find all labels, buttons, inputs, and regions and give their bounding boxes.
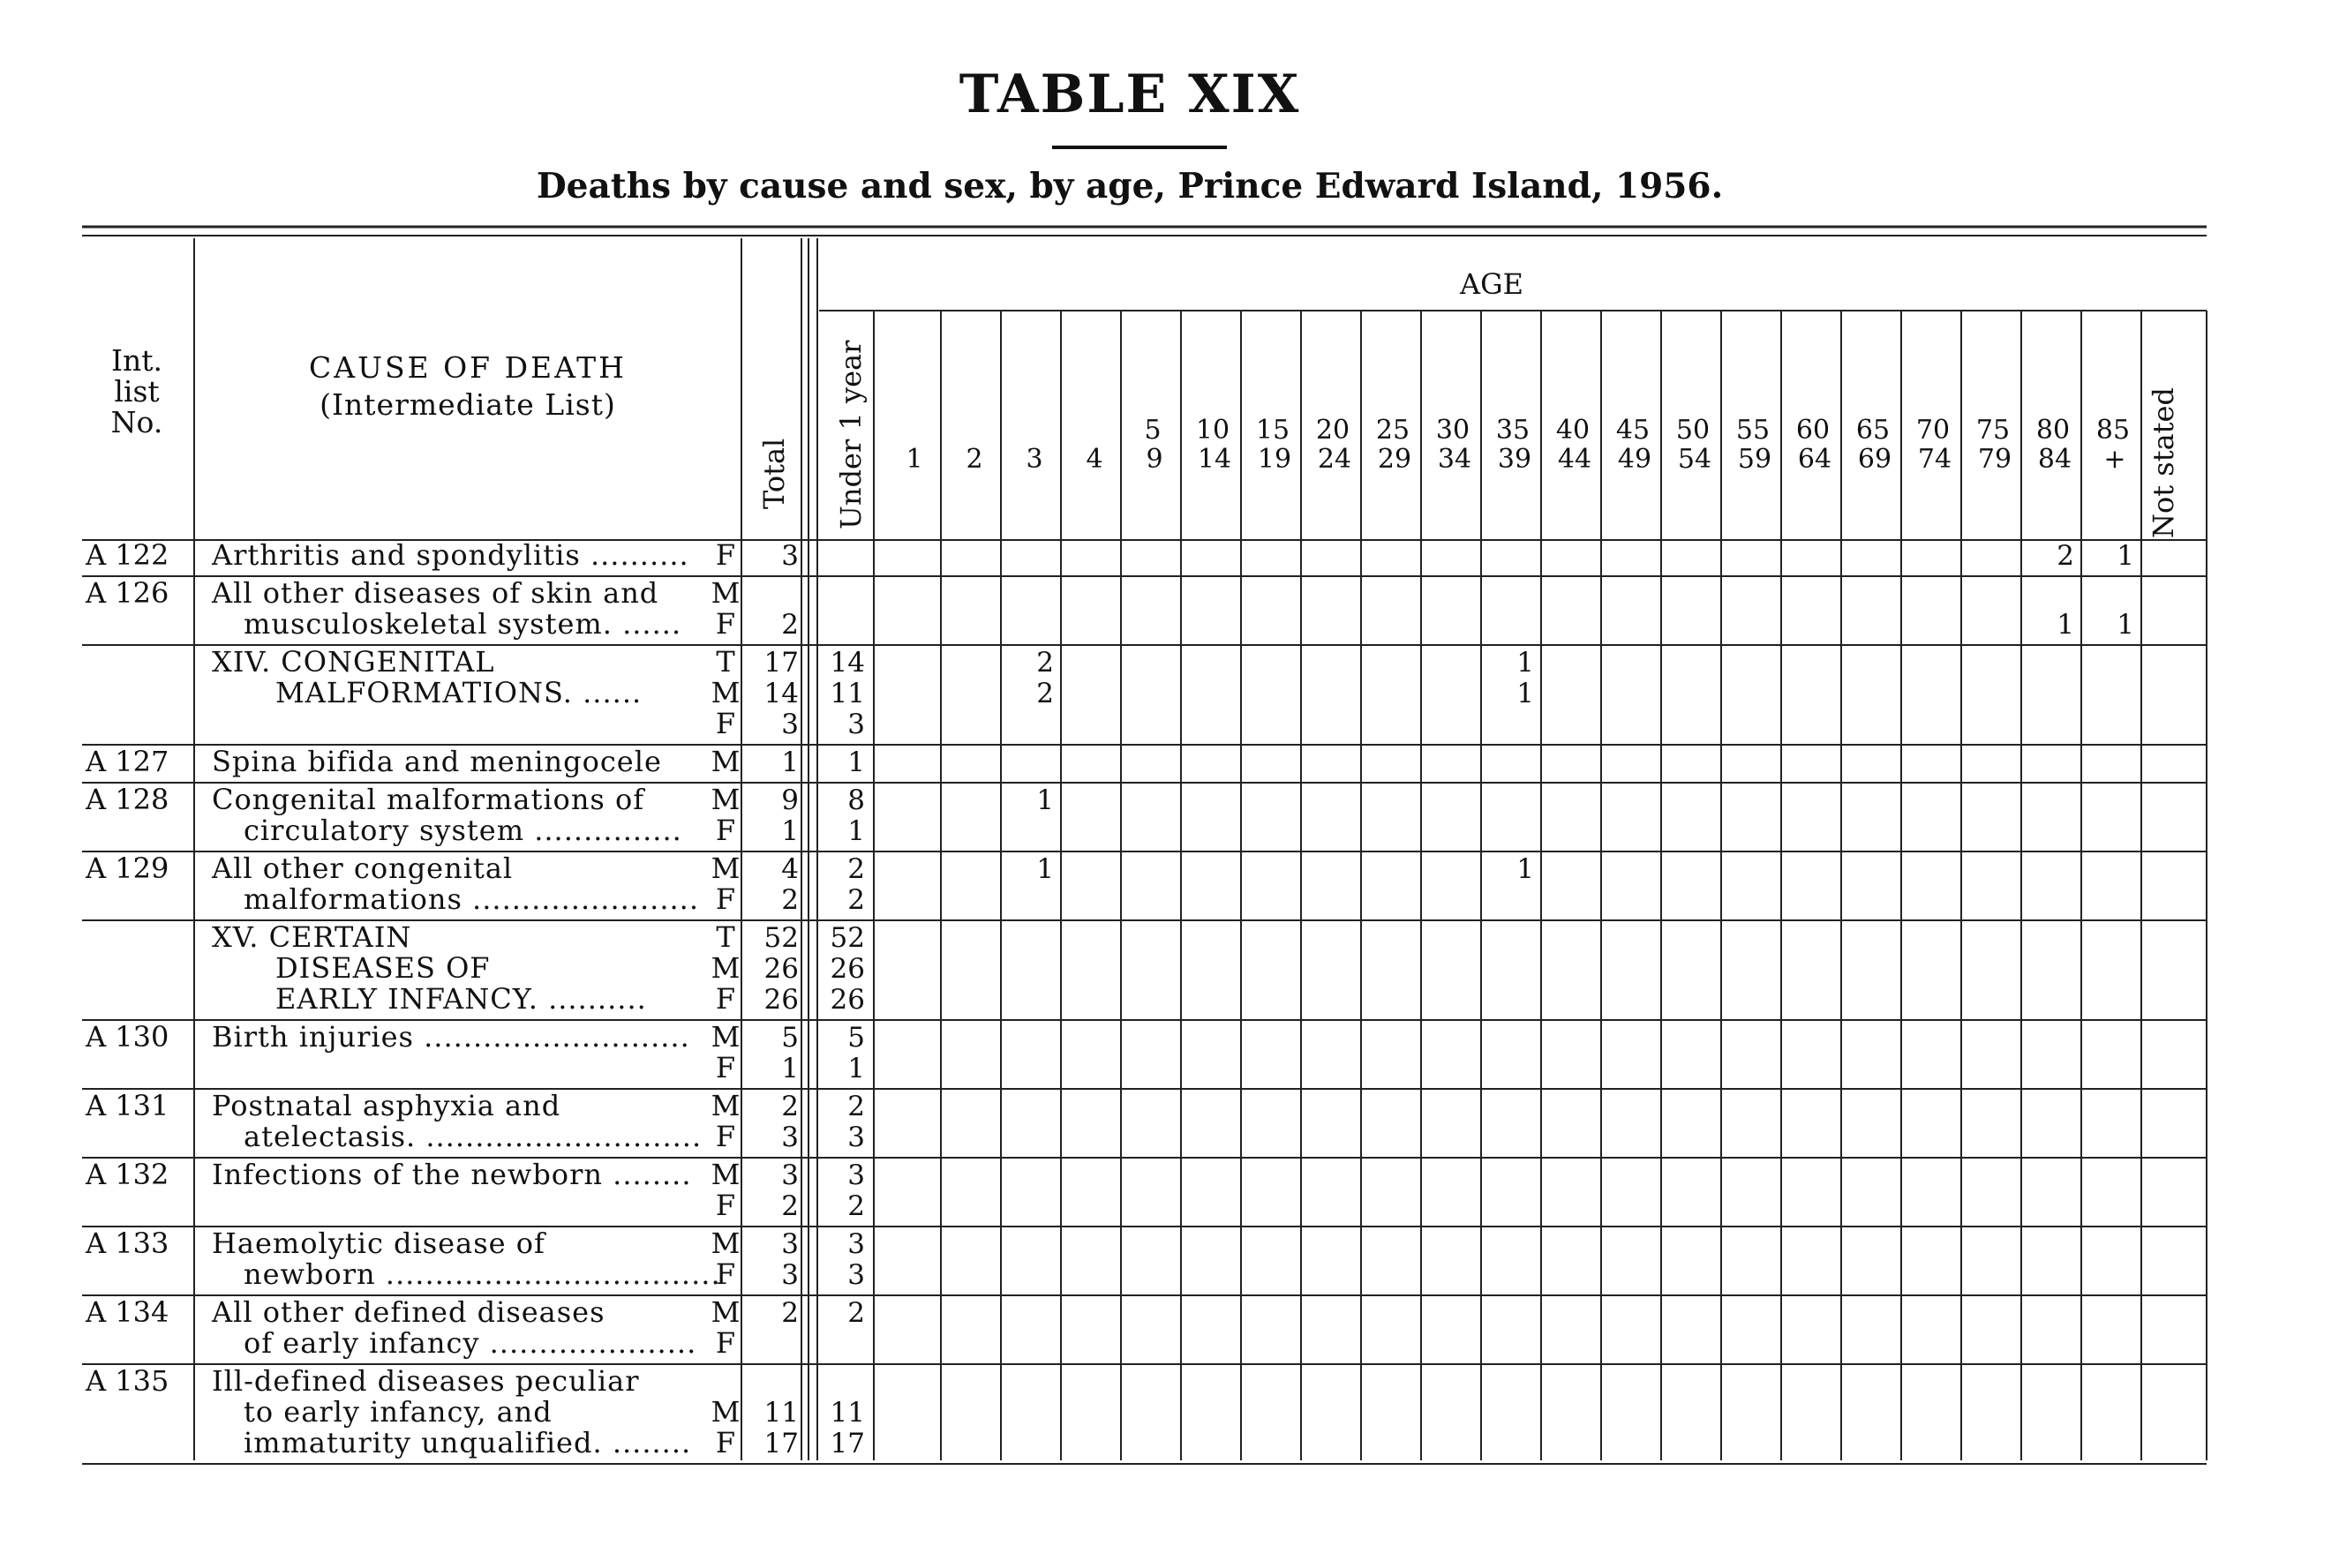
sex-code: M [711,1158,741,1191]
cause-of-death: EARLY INFANCY. .......... [275,982,647,1016]
age-group-header: 39 [1497,444,1532,475]
cause-of-death: Spina bifida and meningocele [212,745,662,778]
age-group-header: 24 [1317,444,1352,475]
int-list-number: A 132 [86,1158,169,1191]
age-group-header: 49 [1617,444,1652,475]
age-header: AGE [1459,267,1524,301]
cause-of-death: XV. CERTAIN [212,920,412,954]
total-value: 1 [781,746,799,778]
cause-of-death: Birth injuries ........................... [212,1020,690,1054]
age-group-header: 1 [906,444,923,475]
int-list-number: A 122 [86,538,169,572]
sex-code: M [711,783,741,816]
under-1-value: 2 [847,884,865,916]
cause-of-death: XIV. CONGENITAL [212,645,495,679]
sex-code: M [711,1089,741,1122]
under-1-value: 2 [847,1297,865,1329]
age-group-header: 4 [1086,444,1103,475]
age-group-header: 2 [966,444,983,475]
under-1-value: 1 [847,815,865,847]
age-group-header-top: 70 [1915,415,1951,446]
age-group-header-top: 40 [1555,415,1591,446]
total-value: 3 [781,709,799,740]
cause-of-death: malformations ....................... [244,882,699,916]
age-group-header-top: 75 [1975,415,2011,446]
under-1-value: 3 [847,1122,865,1153]
int-list-header: list [114,374,160,409]
age-group-header: 69 [1857,444,1892,475]
age-group-header: 54 [1677,444,1712,475]
under-1-value: 3 [847,1159,865,1191]
age-group-header: 3 [1026,444,1043,475]
sex-code: F [715,1051,736,1084]
cause-of-death: of early infancy ..................... [244,1326,697,1360]
cause-of-death: Congenital malformations of [212,783,645,816]
int-list-number: A 133 [86,1227,169,1260]
total-value: 4 [781,853,799,885]
age-group-value: 1 [1516,853,1534,885]
age-group-header-top: 50 [1675,415,1711,446]
under-1-value: 2 [847,853,865,885]
age-group-value: 2 [1036,647,1054,679]
total-value: 5 [781,1022,799,1054]
total-value: 3 [781,1228,799,1260]
under-1-value: 3 [847,1259,865,1291]
under-1-value: 3 [847,1228,865,1260]
under-1-year-header: Under 1 year [834,340,868,529]
total-value: 17 [763,647,799,679]
total-value: 3 [781,1159,799,1191]
not-stated-header: Not stated [2147,387,2180,538]
age-group-header: 59 [1737,444,1772,475]
total-value: 2 [781,1091,799,1122]
age-group-header-top: 85 [2095,415,2131,446]
age-group-header: 84 [2037,444,2072,475]
age-group-header-top: 65 [1855,415,1891,446]
age-group-value: 1 [1516,647,1534,679]
total-value: 26 [763,953,799,985]
under-1-value: 11 [830,1397,865,1429]
total-value: 14 [763,678,799,709]
sex-code: F [715,814,736,847]
age-group-header-top: 45 [1615,415,1651,446]
total-value: 9 [781,784,799,816]
sex-code: M [711,745,741,778]
age-group-value: 1 [1516,678,1534,709]
age-group-header-top: 60 [1795,415,1831,446]
int-list-number: A 134 [86,1295,169,1329]
under-1-value: 1 [847,1053,865,1084]
int-list-number: A 135 [86,1364,169,1398]
sex-code: F [715,1426,736,1459]
under-1-value: 2 [847,1091,865,1122]
under-1-value: 26 [830,984,865,1016]
under-1-value: 11 [830,678,865,709]
sex-code: T [716,920,735,954]
int-list-number: A 131 [86,1089,169,1122]
age-group-header: 44 [1557,444,1592,475]
age-group-header: 64 [1797,444,1832,475]
sex-code: M [711,1295,741,1329]
age-group-header: 14 [1197,444,1232,475]
cause-of-death: immaturity unqualified. ........ [244,1426,692,1459]
under-1-value: 26 [830,953,865,985]
sex-code: F [715,1120,736,1153]
age-group-value: 1 [2057,609,2074,641]
age-group-header-top: 15 [1255,415,1290,446]
total-value: 1 [781,1053,799,1084]
int-list-number: A 128 [86,783,169,816]
sex-code: M [711,852,741,885]
cause-of-death: DISEASES OF [275,951,491,985]
cause-of-death: Arthritis and spondylitis .......... [212,538,689,572]
cause-of-death: atelectasis. ............................ [244,1120,703,1153]
total-value: 17 [763,1428,799,1459]
total-value: 2 [781,609,799,641]
age-group-header: + [2103,444,2126,475]
under-1-value: 8 [847,784,865,816]
age-group-header-top: 35 [1495,415,1531,446]
int-list-number: A 126 [86,576,169,610]
age-group-value: 1 [1036,853,1054,885]
under-1-value: 1 [847,746,865,778]
under-1-value: 2 [847,1190,865,1222]
sex-code: M [711,1395,741,1429]
sex-code: F [715,882,736,916]
age-group-header-top: 20 [1315,415,1350,446]
total-header: Total [757,438,791,509]
total-value: 2 [781,1190,799,1222]
sex-code: F [715,538,736,572]
cause-of-death: circulatory system ............... [244,814,682,847]
cause-of-death: All other congenital [212,852,514,885]
under-1-value: 3 [847,709,865,740]
sex-code: F [715,1257,736,1291]
total-value: 52 [763,922,799,954]
age-group-header-top: 30 [1435,415,1470,446]
int-list-header: No. [110,405,163,439]
int-list-number: A 127 [86,745,169,778]
age-group-header: 79 [1977,444,2012,475]
sex-code: M [711,676,741,709]
under-1-value: 52 [830,922,865,954]
cause-of-death: MALFORMATIONS. ...... [275,676,643,709]
sex-code: F [715,1326,736,1360]
total-value: 11 [763,1397,799,1429]
age-group-header-top: 5 [1144,415,1162,446]
sex-code: M [711,951,741,985]
int-list-number: A 130 [86,1020,169,1054]
total-value: 26 [763,984,799,1016]
under-1-value: 5 [847,1022,865,1054]
sex-code: F [715,607,736,641]
cause-header: CAUSE OF DEATH [309,350,627,385]
age-group-value: 2 [1036,678,1054,709]
table-title: TABLE XIX [959,64,1301,125]
cause-subheader: (Intermediate List) [320,387,616,422]
age-group-value: 1 [2117,609,2134,641]
total-value: 3 [781,1122,799,1153]
age-group-header: 74 [1917,444,1952,475]
sex-code: M [711,576,741,610]
table-subtitle: Deaths by cause and sex, by age, Prince Edward Island, 1956. [536,166,1724,206]
total-value: 2 [781,1297,799,1329]
cause-of-death: Infections of the newborn ........ [212,1158,692,1191]
cause-of-death: Postnatal asphyxia and [212,1089,561,1122]
total-value: 1 [781,815,799,847]
cause-of-death: Ill-defined diseases peculiar [212,1364,640,1398]
sex-code: M [711,1227,741,1260]
age-group-header-top: 10 [1195,415,1230,446]
total-value: 2 [781,884,799,916]
total-value: 3 [781,1259,799,1291]
sex-code: F [715,982,736,1016]
age-group-header: 34 [1437,444,1472,475]
cause-of-death: All other defined diseases [212,1295,605,1329]
cause-of-death: musculoskeletal system. ...... [244,607,682,641]
sex-code: M [711,1020,741,1054]
under-1-value: 14 [830,647,865,679]
age-group-header: 19 [1257,444,1292,475]
age-group-header-top: 25 [1375,415,1410,446]
age-group-header-top: 55 [1735,415,1771,446]
total-value: 3 [781,540,799,572]
sex-code: F [715,707,736,740]
sex-code: F [715,1189,736,1222]
age-group-value: 1 [1036,784,1054,816]
age-group-header: 29 [1377,444,1412,475]
int-list-number: A 129 [86,852,169,885]
cause-of-death: Haemolytic disease of [212,1227,545,1260]
cause-of-death: All other diseases of skin and [212,576,659,610]
cause-of-death: to early infancy, and [244,1395,553,1429]
age-group-value: 1 [2117,540,2134,572]
cause-of-death: newborn .................................. [244,1257,721,1291]
age-group-header-top: 80 [2035,415,2071,446]
age-group-header: 9 [1146,444,1163,475]
sex-code: T [716,645,735,679]
under-1-value: 17 [830,1428,865,1459]
age-group-value: 2 [2057,540,2074,572]
int-list-header: Int. [110,343,163,378]
